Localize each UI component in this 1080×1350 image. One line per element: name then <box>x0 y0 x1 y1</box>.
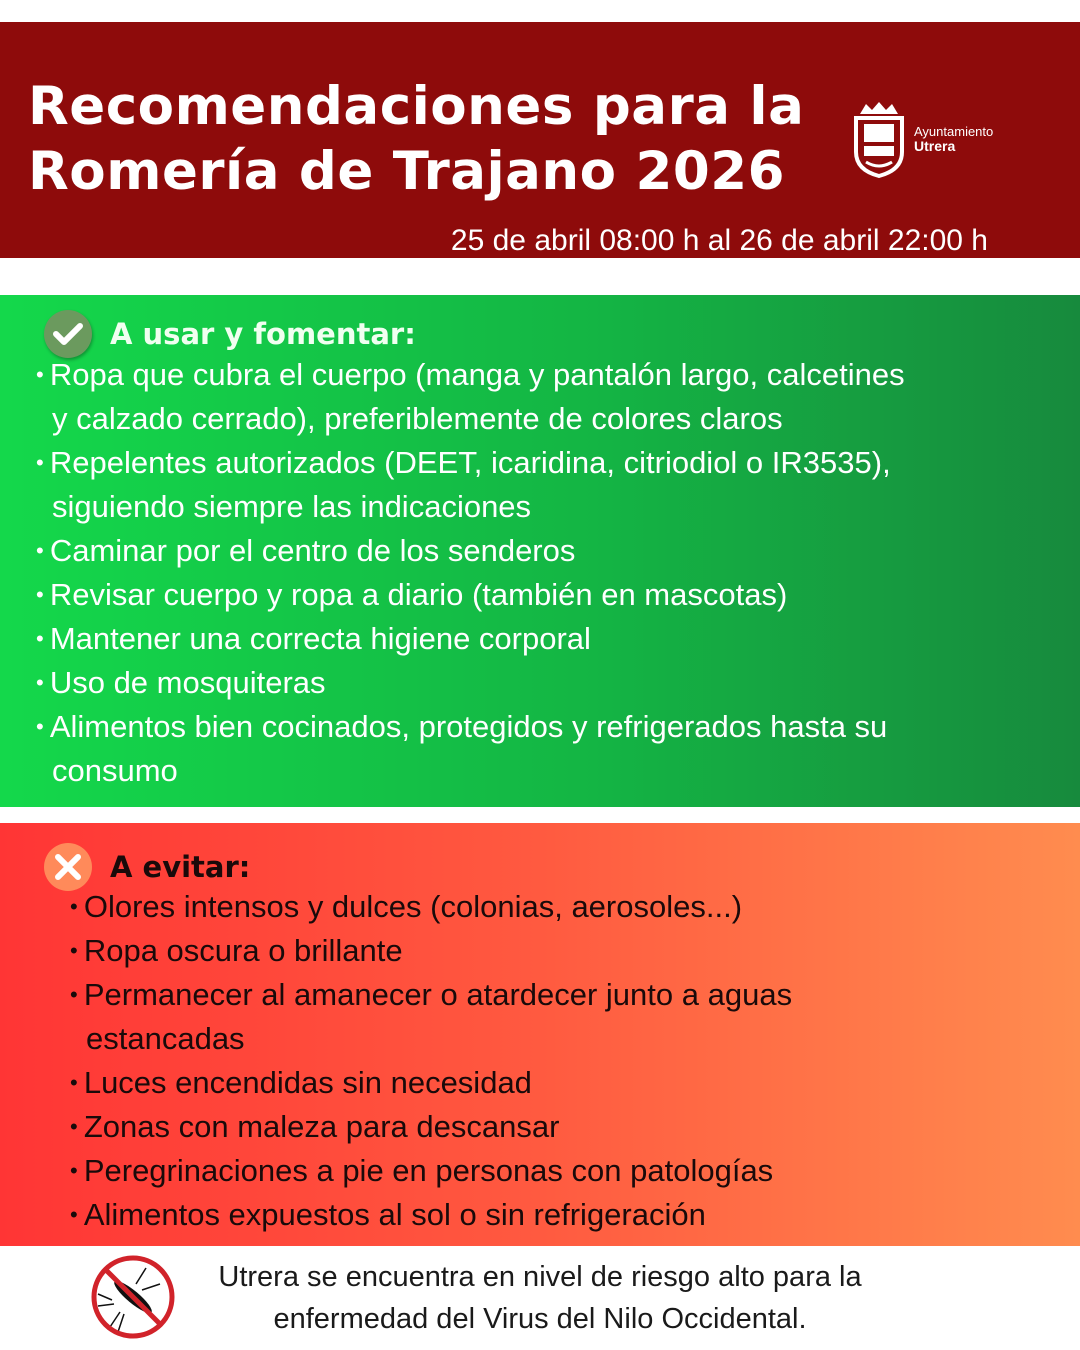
use-list <box>36 353 905 793</box>
title-line: Recomendaciones para la <box>28 76 805 137</box>
coat-of-arms-icon <box>850 100 908 178</box>
list-item <box>70 973 792 1061</box>
heading-text: A usar y fomentar: <box>110 317 416 351</box>
item-text: • Olores intensos y dulces (colonias, aerosoles...) <box>70 885 792 929</box>
avoid-list <box>70 885 792 1237</box>
avoid-section <box>0 823 1080 1246</box>
header-banner <box>0 22 1080 258</box>
check-icon <box>44 310 92 358</box>
title-line: Romería de Trajano 2026 <box>28 141 786 202</box>
list-item <box>36 573 905 617</box>
list-item <box>36 705 905 793</box>
item-text: • Repelentes autorizados (DEET, icaridina, citriodiol o IR3535), <box>36 441 905 485</box>
notice-line: Utrera se encuentra en nivel de riesgo alto para la <box>218 1261 862 1293</box>
risk-notice <box>160 1256 920 1340</box>
list-item <box>70 1105 792 1149</box>
item-text: y calzado cerrado), preferiblemente de colores claros <box>52 401 783 436</box>
item-text: siguiendo siempre las indicaciones <box>52 489 532 524</box>
item-text: • Permanecer al amanecer o atardecer junto a aguas <box>70 973 792 1017</box>
avoid-heading <box>44 843 250 891</box>
item-text: • Caminar por el centro de los senderos <box>36 529 905 573</box>
item-text: • Revisar cuerpo y ropa a diario (también en mascotas) <box>36 573 905 617</box>
list-item <box>70 1193 792 1237</box>
item-text: • Mantener una correcta higiene corporal <box>36 617 905 661</box>
list-item <box>36 529 905 573</box>
list-item <box>70 1061 792 1105</box>
use-heading <box>44 310 416 358</box>
list-item <box>70 1149 792 1193</box>
date-range: 25 de abril 08:00 h al 26 de abril 22:00 h <box>450 224 988 257</box>
list-item <box>36 353 905 441</box>
notice-line: enfermedad del Virus del Nilo Occidental. <box>273 1303 807 1335</box>
logo-text <box>914 124 993 154</box>
item-text: • Zonas con maleza para descansar <box>70 1105 792 1149</box>
page-title <box>28 74 804 204</box>
item-text: • Alimentos bien cocinados, protegidos y refrigerados hasta su <box>36 705 905 749</box>
list-item <box>36 661 905 705</box>
logo-line: Utrera <box>914 138 956 154</box>
item-text: estancadas <box>86 1021 245 1056</box>
list-item <box>70 929 792 973</box>
x-icon <box>44 843 92 891</box>
item-text: consumo <box>52 753 178 788</box>
ayuntamiento-logo <box>850 100 993 178</box>
item-text: • Uso de mosquiteras <box>36 661 905 705</box>
footer <box>0 1246 1080 1350</box>
item-text: • Ropa que cubra el cuerpo (manga y pantalón largo, calcetines <box>36 353 905 397</box>
logo-line: Ayuntamiento <box>914 124 994 139</box>
list-item <box>36 617 905 661</box>
item-text: • Alimentos expuestos al sol o sin refrigeración <box>70 1193 792 1237</box>
heading-text: A evitar: <box>110 850 251 884</box>
list-item <box>36 441 905 529</box>
list-item <box>70 885 792 929</box>
item-text: • Luces encendidas sin necesidad <box>70 1061 792 1105</box>
use-section <box>0 295 1080 807</box>
item-text: • Ropa oscura o brillante <box>70 929 792 973</box>
item-text: • Peregrinaciones a pie en personas con patologías <box>70 1149 792 1193</box>
